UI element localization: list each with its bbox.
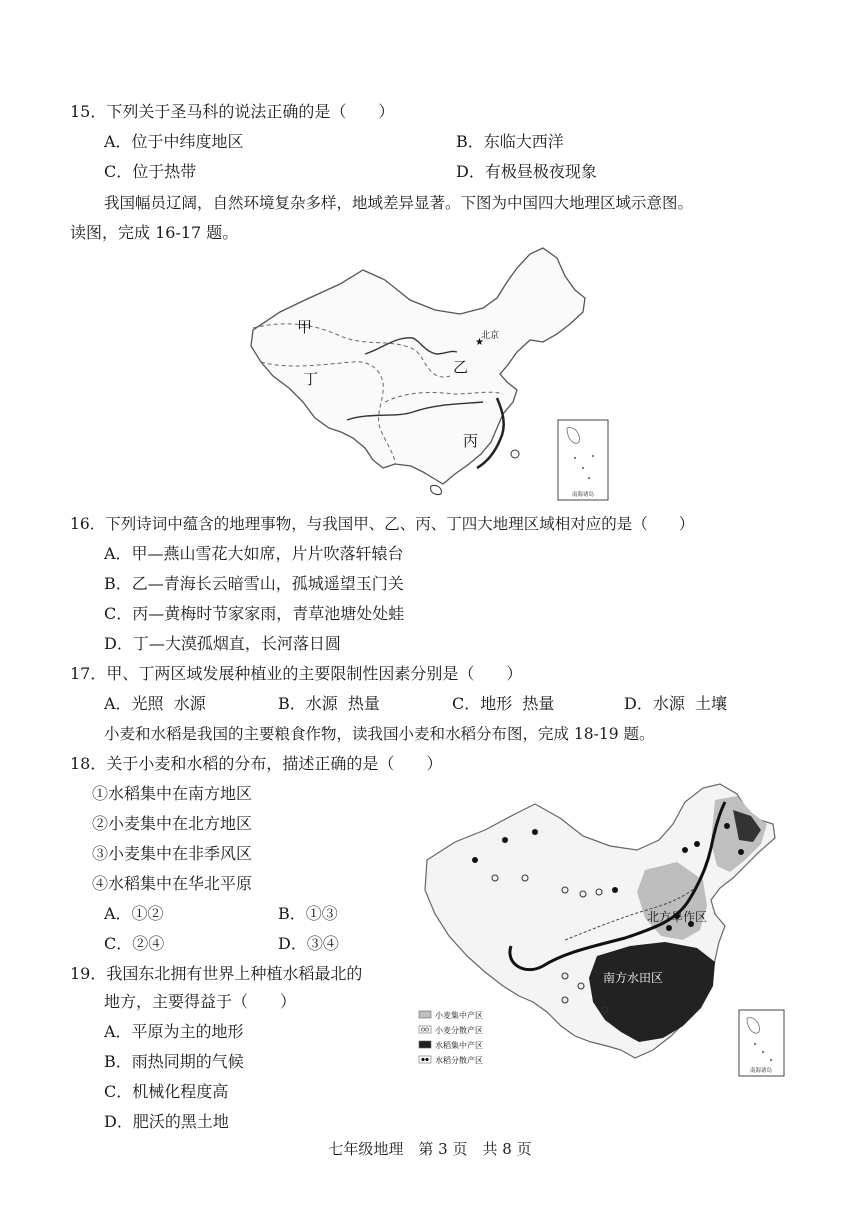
q18-stem: 18．关于小麦和水稻的分布，描述正确的是（ ） [70,754,443,773]
q18-option-b: B．①③ [278,904,338,923]
q19-option-b: B．雨热同期的气候 [104,1052,244,1071]
q17-option-d: D．水源 土壤 [624,694,728,713]
south-sea-inset-2 [739,1010,784,1076]
q16-option-d: D．丁—大漠孤烟直，长河落日圆 [104,634,341,653]
label-beijing: 北京 [481,331,500,341]
q16-option-a: A．甲—燕山雪花大如席，片片吹落轩辕台 [104,544,404,563]
label-region-north: 北方旱作区 [647,910,708,924]
intro-16-17-line1: 我国幅员辽阔，自然环境复杂多样，地域差异显著。下图为中国四大地理区域示意图。 [104,194,694,212]
q19-option-c: C．机械化程度高 [104,1082,229,1101]
legend-wheat-scattered: 小麦分散产区 [435,1026,483,1035]
q15-option-a: A．位于中纬度地区 [104,132,244,151]
q15-option-d: D．有极昼极夜现象 [456,162,597,181]
q17-option-a: A．光照 水源 [104,694,206,713]
q19-stem-line2: 地方，主要得益于（ ） [104,992,297,1011]
label-ding: 丁 [303,370,319,388]
q18-statement-2: ②小麦集中在北方地区 [92,814,253,833]
legend-rice-concentrated: 水稻集中产区 [435,1041,483,1050]
legend-wheat-concentrated: 小麦集中产区 [435,1011,483,1020]
intro-18-19: 小麦和水稻是我国的主要粮食作物，读我国小麦和水稻分布图，完成 18-19 题。 [104,725,655,743]
map2-legend [419,1010,483,1065]
q19-option-d: D．肥沃的黑土地 [104,1112,229,1131]
q16-stem: 16．下列诗词中蕴含的地理事物，与我国甲、乙、丙、丁四大地理区域相对应的是（ ） [70,515,695,533]
q16-option-c: C．丙—黄梅时节家家雨，青草池塘处处蛙 [104,604,405,623]
intro-16-17-line2: 读图，完成 16-17 题。 [70,223,239,242]
label-beijing-star: ★ [475,337,484,348]
legend-rice-scattered: 水稻分散产区 [435,1056,483,1065]
label-jia: 甲 [297,318,313,336]
q15-stem: 15．下列关于圣马科的说法正确的是（ ） [70,102,395,121]
page-footer: 七年级地理 第 3 页 共 8 页 [328,1140,532,1158]
taiwan-island [511,450,519,458]
inset-label-2: 南海诸岛 [749,1068,773,1074]
q19-option-a: A．平原为主的地形 [104,1022,244,1041]
q18-option-d: D．③④ [278,934,339,953]
q16-option-b: B．乙—青海长云暗雪山，孤城遥望玉门关 [104,574,404,593]
south-sea-inset [558,420,608,500]
q17-stem: 17．甲、丁两区域发展种植业的主要限制性因素分别是（ ） [70,664,523,683]
wheat-rice-distribution-map [415,780,790,1080]
q17-option-b: B．水源 热量 [278,694,380,713]
q18-statement-3: ③小麦集中在非季风区 [92,844,253,863]
q19-stem-line1: 19．我国东北拥有世界上种植水稻最北的 [70,964,363,983]
q18-option-a: A．①② [104,904,164,923]
china-outline [251,248,585,484]
label-bing: 丙 [463,432,479,450]
q18-statement-4: ④水稻集中在华北平原 [92,874,253,893]
q15-option-b: B．东临大西洋 [456,132,564,151]
label-yi: 乙 [453,358,469,376]
q15-option-c: C．位于热带 [104,162,197,181]
hainan-island [431,485,442,494]
label-region-south: 南方水田区 [603,971,664,985]
china-regions-map [245,242,615,504]
q17-option-c: C．地形 热量 [452,694,555,713]
q18-statement-1: ①水稻集中在南方地区 [92,784,253,803]
inset-label: 南海诸岛 [571,492,595,498]
q18-option-c: C．②④ [104,934,165,953]
